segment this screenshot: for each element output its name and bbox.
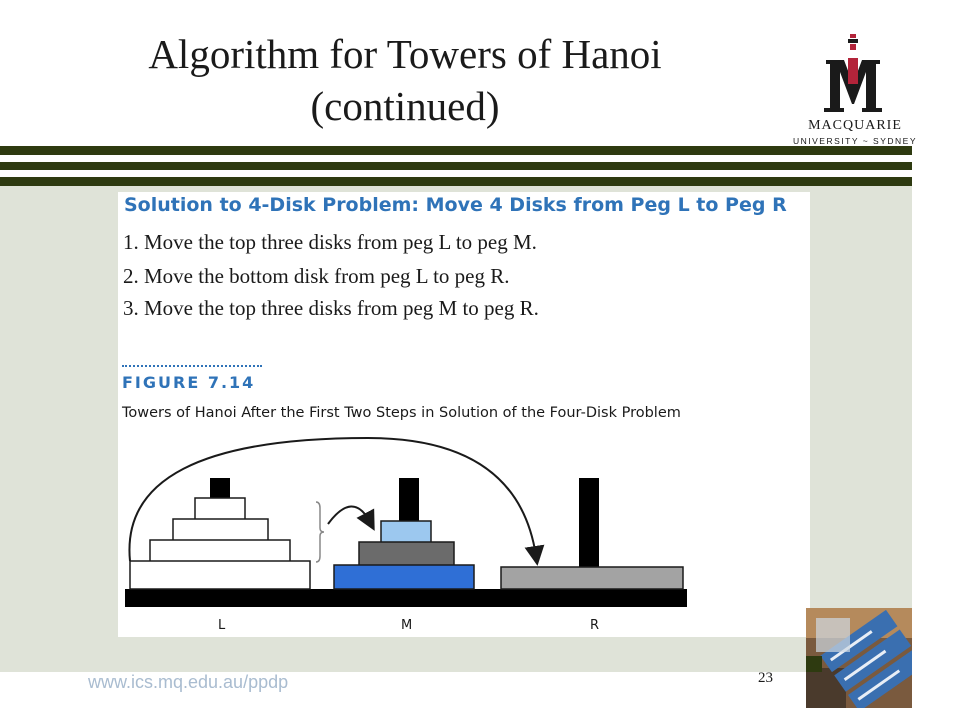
disk-m-middle — [359, 542, 454, 566]
footer-url[interactable]: www.ics.mq.edu.au/ppdp — [88, 672, 289, 692]
figure-heading: Solution to 4-Disk Problem: Move 4 Disks from Peg L to Peg R — [124, 194, 787, 216]
header-stripe-1 — [0, 146, 912, 155]
macquarie-logo — [790, 32, 920, 152]
disk-2 — [173, 519, 268, 541]
disk-1 — [195, 498, 245, 520]
peg-r — [579, 478, 599, 568]
step-2: 2. Move the bottom disk from peg L to peg R. — [123, 264, 510, 288]
small-arrow-icon — [328, 506, 370, 524]
logo-subtitle: UNIVERSITY ~ SYDNEY — [793, 136, 917, 146]
disk-r-large — [501, 567, 683, 589]
logo-name: MACQUARIE — [808, 118, 902, 133]
peg-label-l: L — [218, 618, 226, 633]
peg-l — [210, 478, 230, 500]
figure-panel — [118, 192, 810, 637]
header-stripe-3 — [0, 177, 912, 186]
disk-m-bottom — [334, 565, 474, 589]
header-stripe-2 — [0, 162, 912, 170]
disk-4 — [130, 561, 310, 589]
corner-square — [806, 656, 822, 672]
brace-icon — [316, 502, 324, 562]
slide-title — [70, 28, 740, 132]
base-board — [125, 589, 687, 607]
peg-m — [399, 478, 419, 522]
disk-3 — [150, 540, 290, 562]
slide-title-line1: Algorithm for Towers of Hanoi — [148, 31, 662, 77]
towers-of-hanoi-diagram — [118, 428, 810, 637]
step-1: 1. Move the top three disks from peg L to peg M. — [123, 230, 537, 254]
step-3: 3. Move the top three disks from peg M to peg R. — [123, 296, 539, 320]
figure-caption: Towers of Hanoi After the First Two Steps in Solution of the Four-Disk Problem — [122, 405, 681, 421]
disk-m-top — [381, 521, 431, 543]
slide-title-line2: (continued) — [310, 83, 500, 129]
macquarie-m-icon — [790, 32, 920, 118]
dotted-rule — [122, 365, 262, 367]
peg-label-r: R — [590, 618, 600, 633]
figure-label: FIGURE 7.14 — [122, 373, 256, 392]
page-number: 23 — [758, 670, 773, 686]
peg-label-m: M — [401, 618, 413, 633]
